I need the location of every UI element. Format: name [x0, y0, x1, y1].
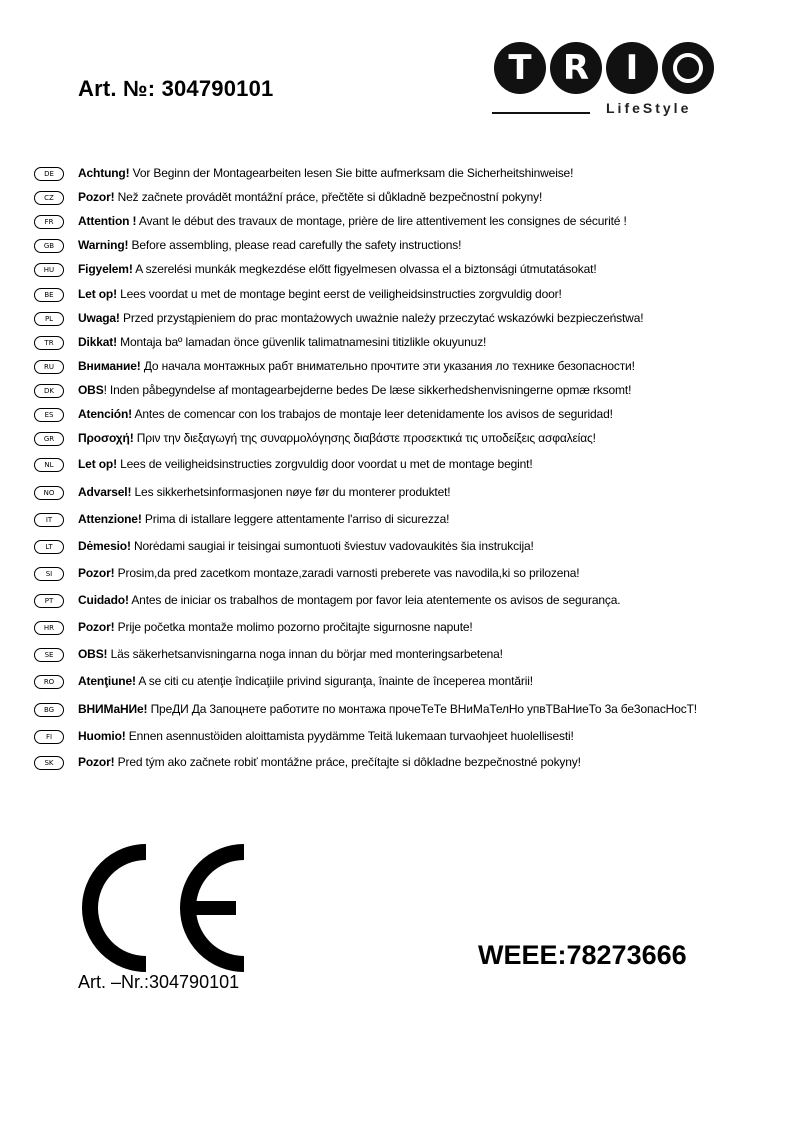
warning-bold-label: Pozor!	[78, 620, 115, 634]
warning-text	[78, 259, 597, 279]
warning-bold-label: OBS	[78, 383, 104, 397]
logo-rule	[492, 112, 590, 114]
warning-text	[78, 235, 461, 255]
warning-body: ПреДИ Да 3апоцнете работите по монтажа прочеТеТе ВНиМаТелНо упвТВаНиеТо 3а бе3опасНосТ!	[147, 702, 697, 716]
warning-bold-label: Achtung!	[78, 166, 130, 180]
warning-row-pt	[34, 590, 774, 612]
warning-row-se	[34, 644, 774, 666]
warning-text	[78, 644, 503, 664]
warning-bold-label: Προσοχή!	[78, 431, 134, 445]
warning-text	[78, 332, 486, 352]
footer-article-number: Art. –Nr.:304790101	[78, 972, 240, 992]
language-code-badge: FR	[34, 215, 64, 229]
logo-tagline: LifeStyle	[606, 100, 692, 116]
weee-number: WEEE:78273666	[478, 940, 687, 970]
warning-text	[78, 509, 449, 529]
warning-body: Prosim,da pred zacetkom montaze,zaradi varnosti preberete vas navodila,ki so prilozena!	[114, 566, 580, 580]
warning-body: Πριν την διεξαγωγή της συναρμολόγησης διαβάστε προσεκτικά τις υποδείξεις ασφαλείας!	[133, 431, 596, 445]
warning-text	[78, 671, 533, 691]
warning-row-gb	[34, 235, 774, 257]
warning-text	[78, 482, 451, 502]
warning-body: Pred tým ako začnete robiť montážne práce, prečítajte si dôkladne bezpečnostné pokyny!	[114, 755, 581, 769]
warning-text	[78, 726, 574, 746]
warning-text	[78, 187, 542, 207]
warning-bold-label: Figyelem!	[78, 262, 133, 276]
warning-text	[78, 563, 579, 583]
logo-letter-o	[662, 42, 714, 94]
warning-text	[78, 308, 643, 328]
logo-letter-i: I	[606, 42, 658, 94]
warning-text	[78, 617, 473, 637]
warning-text	[78, 404, 613, 424]
warning-bold-label: Huomio!	[78, 729, 126, 743]
warning-bold-label: Atención!	[78, 407, 132, 421]
language-code-badge: HR	[34, 621, 64, 635]
logo-letter-t: T	[494, 42, 546, 94]
language-code-badge: PT	[34, 594, 64, 608]
warning-bold-label: Let op!	[78, 457, 117, 471]
warning-body: Lees voordat u met de montage begint eerst de veiligheidsinstructies zorgvuldig door!	[116, 287, 562, 301]
warning-bold-label: Pozor!	[78, 190, 115, 204]
language-code-badge: SE	[34, 648, 64, 662]
warning-row-si	[34, 563, 774, 585]
warning-row-be	[34, 284, 774, 306]
language-code-badge: TR	[34, 336, 64, 350]
warning-row-it	[34, 509, 774, 531]
language-code-badge: DE	[34, 167, 64, 181]
warning-row-gr	[34, 428, 774, 450]
warning-row-ru	[34, 356, 774, 378]
warning-row-es	[34, 404, 774, 426]
warning-body: A szerelési munkák megkezdése előtt figyelmesen olvassa el a biztonsági útmutatásokat!	[132, 262, 597, 276]
warning-body: Prima di istallare leggere attentamente l'arriso di sicurezza!	[141, 512, 450, 526]
warning-bold-label: ВНИМаНИе!	[78, 702, 148, 716]
warning-body: Antes de comencar con los trabajos de montaje leer detenidamente los avisos de seguridad!	[131, 407, 613, 421]
warning-row-hu	[34, 259, 774, 281]
warning-body: ! Inden påbegyndelse af montagearbejderne bedes De læse sikkerhedshenvisningerne opmæ rksomt!	[103, 383, 632, 397]
warning-text	[78, 163, 573, 183]
warning-text	[78, 536, 534, 556]
warning-bold-label: Dėmesio!	[78, 539, 131, 553]
warning-row-tr	[34, 332, 774, 354]
warning-bold-label: Pozor!	[78, 566, 115, 580]
warning-bold-label: Advarsel!	[78, 485, 132, 499]
language-code-badge: NO	[34, 486, 64, 500]
warning-bold-label: OBS!	[78, 647, 108, 661]
warning-row-fr	[34, 211, 774, 233]
language-code-badge: HU	[34, 263, 64, 277]
language-code-badge: ES	[34, 408, 64, 422]
warning-text	[78, 380, 631, 400]
warning-body: Avant le début des travaux de montage, prière de lire attentivement les consignes de sécurité !	[136, 214, 627, 228]
language-code-badge: SK	[34, 756, 64, 770]
warning-row-ro	[34, 671, 774, 693]
warning-body: A se citi cu atenţie îndicaţiile privind siguranţa, înainte de începerea montării!	[135, 674, 533, 688]
warning-bold-label: Attenzione!	[78, 512, 142, 526]
warning-row-fi	[34, 726, 774, 748]
language-code-badge: LT	[34, 540, 64, 554]
warning-row-hr	[34, 617, 774, 639]
warning-text	[78, 284, 562, 304]
warning-row-bg	[34, 699, 774, 721]
warning-text	[78, 428, 596, 448]
language-code-badge: GB	[34, 239, 64, 253]
warning-row-no	[34, 482, 774, 504]
warning-row-dk	[34, 380, 774, 402]
warning-text	[78, 752, 581, 772]
warning-body: Norėdami saugiai ir teisingai sumontuoti šviestuv vadovaukitės šia instrukcija!	[130, 539, 534, 553]
language-code-badge: IT	[34, 513, 64, 527]
language-code-badge: CZ	[34, 191, 64, 205]
language-code-badge: FI	[34, 730, 64, 744]
warning-bold-label: Atenţiune!	[78, 674, 136, 688]
warning-row-cz	[34, 187, 774, 209]
warning-body: Prije početka montaže molimo pozorno pročitajte sigurnosne napute!	[114, 620, 473, 634]
warning-row-nl	[34, 454, 774, 476]
warning-body: Montaja baº lamadan önce güvenlik talimatnamesini titizlikle okuyunuz!	[116, 335, 487, 349]
warning-row-pl	[34, 308, 774, 330]
ce-mark-icon	[76, 838, 256, 978]
warning-text	[78, 699, 697, 719]
warning-body: Les sikkerhetsinformasjonen nøye før du monterer produktet!	[131, 485, 451, 499]
warning-body: Before assembling, please read carefully the safety instructions!	[128, 238, 462, 252]
language-code-badge: DK	[34, 384, 64, 398]
language-code-badge: RO	[34, 675, 64, 689]
logo-letter-r: R	[550, 42, 602, 94]
language-code-badge: BG	[34, 703, 64, 717]
warning-bold-label: Pozor!	[78, 755, 115, 769]
warning-bold-label: Dikkat!	[78, 335, 117, 349]
warning-text	[78, 356, 635, 376]
warning-row-de	[34, 163, 774, 185]
language-code-badge: PL	[34, 312, 64, 326]
warning-bold-label: Let op!	[78, 287, 117, 301]
warning-body: До начала монтажных рабт внимательно прочтите эти указания ло технике безопасности!	[140, 359, 635, 373]
article-number-title: Art. №: 304790101	[78, 76, 274, 101]
warning-text	[78, 211, 627, 231]
warning-row-lt	[34, 536, 774, 558]
warning-row-sk	[34, 752, 774, 774]
warning-body: Než začnete provádět montážní práce, přečtěte si důkladně bezpečnostní pokyny!	[114, 190, 543, 204]
warning-body: Läs säkerhetsanvisningarna noga innan du börjar med monteringsarbetena!	[107, 647, 503, 661]
language-code-badge: BE	[34, 288, 64, 302]
language-code-badge: GR	[34, 432, 64, 446]
warning-body: Antes de iniciar os trabalhos de montagem por favor leia atentemente os avisos de segurança.	[128, 593, 621, 607]
warning-text	[78, 590, 620, 610]
warning-body: Ennen asennustöiden aloittamista pyydämme Teitä lukemaan turvaohjeet huolellisesti!	[125, 729, 574, 743]
warning-body: Vor Beginn der Montagearbeiten lesen Sie bitte aufmerksam die Sicherheitshinweise!	[129, 166, 574, 180]
warning-bold-label: Внимание!	[78, 359, 141, 373]
warning-bold-label: Warning!	[78, 238, 129, 252]
trio-lifestyle-logo	[490, 40, 718, 122]
language-code-badge: RU	[34, 360, 64, 374]
language-code-badge: NL	[34, 458, 64, 472]
warning-bold-label: Uwaga!	[78, 311, 120, 325]
warning-body: Przed przystąpieniem do prac montażowych uważnie należy przeczytać wskazówki bezpieczeństwa!	[119, 311, 644, 325]
warning-body: Lees de veiligheidsinstructies zorgvuldig door voordat u met de montage begint!	[116, 457, 533, 471]
warning-bold-label: Attention !	[78, 214, 137, 228]
warning-text	[78, 454, 533, 474]
language-code-badge: SI	[34, 567, 64, 581]
warning-bold-label: Cuidado!	[78, 593, 129, 607]
